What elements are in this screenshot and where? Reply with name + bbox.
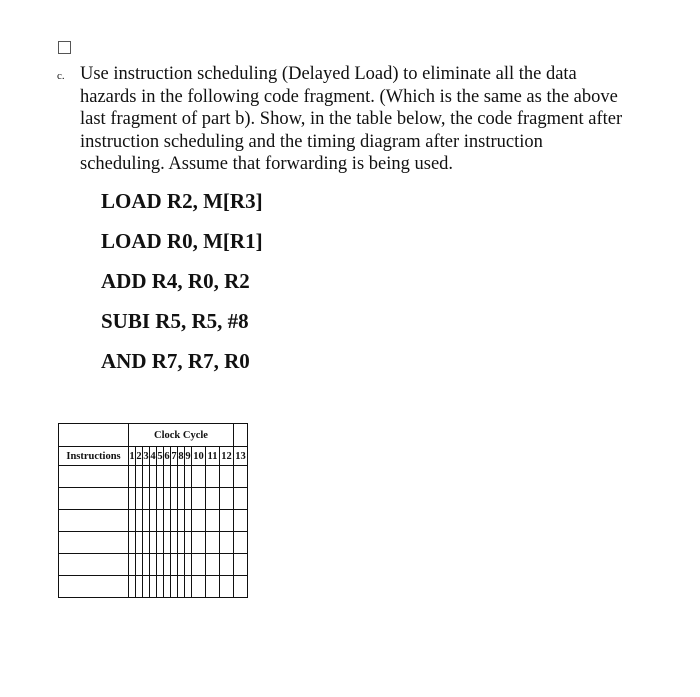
cycle-cell[interactable] <box>171 554 178 576</box>
cycle-cell[interactable] <box>178 576 185 598</box>
cycle-cell[interactable] <box>185 554 192 576</box>
cycle-cell[interactable] <box>164 532 171 554</box>
cycle-cell[interactable] <box>136 510 143 532</box>
code-line: AND R7, R7, R0 <box>101 349 250 373</box>
cycle-cell[interactable] <box>171 576 178 598</box>
cycle-cell[interactable] <box>185 576 192 598</box>
cycle-cell[interactable] <box>150 576 157 598</box>
cycle-cell[interactable] <box>192 576 206 598</box>
cycle-cell[interactable] <box>129 554 136 576</box>
cycle-cell[interactable] <box>150 466 157 488</box>
instructions-header: Instructions <box>59 447 129 466</box>
instruction-cell[interactable] <box>59 510 129 532</box>
cycle-cell[interactable] <box>192 532 206 554</box>
cycle-cell[interactable] <box>206 488 220 510</box>
instruction-cell[interactable] <box>59 466 129 488</box>
cycle-number: 12 <box>220 447 234 466</box>
cycle-cell[interactable] <box>150 532 157 554</box>
cycle-cell[interactable] <box>164 554 171 576</box>
cycle-cell[interactable] <box>220 466 234 488</box>
cycle-cell[interactable] <box>150 510 157 532</box>
cycle-cell[interactable] <box>234 488 248 510</box>
code-line: SUBI R5, R5, #8 <box>101 309 249 333</box>
cycle-cell[interactable] <box>192 466 206 488</box>
cycle-number: 11 <box>206 447 220 466</box>
cycle-cell[interactable] <box>143 532 150 554</box>
cycle-cell[interactable] <box>157 576 164 598</box>
cycle-cell[interactable] <box>234 576 248 598</box>
cycle-cell[interactable] <box>178 466 185 488</box>
instruction-cell[interactable] <box>59 576 129 598</box>
cycle-cell[interactable] <box>220 488 234 510</box>
cycle-cell[interactable] <box>206 510 220 532</box>
cycle-cell[interactable] <box>185 532 192 554</box>
cycle-cell[interactable] <box>206 576 220 598</box>
cycle-cell[interactable] <box>164 488 171 510</box>
cycle-number: 3 <box>143 447 150 466</box>
cycle-number: 10 <box>192 447 206 466</box>
cycle-cell[interactable] <box>171 510 178 532</box>
cycle-cell[interactable] <box>143 510 150 532</box>
cycle-cell[interactable] <box>136 532 143 554</box>
cycle-cell[interactable] <box>220 510 234 532</box>
cycle-cell[interactable] <box>143 576 150 598</box>
cycle-cell[interactable] <box>234 510 248 532</box>
instruction-cell[interactable] <box>59 488 129 510</box>
cycle-cell[interactable] <box>157 488 164 510</box>
cycle-cell[interactable] <box>220 576 234 598</box>
cycle-cell[interactable] <box>136 554 143 576</box>
timing-table-body <box>59 424 248 598</box>
clock-cycle-header: Clock Cycle <box>129 424 234 447</box>
cycle-cell[interactable] <box>164 576 171 598</box>
instruction-cell[interactable] <box>59 532 129 554</box>
cycle-cell[interactable] <box>129 466 136 488</box>
cycle-cell[interactable] <box>136 466 143 488</box>
cycle-number: 6 <box>164 447 171 466</box>
cycle-cell[interactable] <box>129 576 136 598</box>
cycle-cell[interactable] <box>157 554 164 576</box>
cycle-cell[interactable] <box>220 554 234 576</box>
cycle-number: 4 <box>150 447 157 466</box>
cycle-cell[interactable] <box>178 554 185 576</box>
table-corner-cell <box>59 424 129 447</box>
cycle-cell[interactable] <box>143 554 150 576</box>
cycle-cell[interactable] <box>171 488 178 510</box>
cycle-number: 9 <box>185 447 192 466</box>
cycle-cell[interactable] <box>234 554 248 576</box>
cycle-number: 1 <box>129 447 136 466</box>
cycle-cell[interactable] <box>164 466 171 488</box>
cycle-cell[interactable] <box>178 510 185 532</box>
cycle-cell[interactable] <box>157 510 164 532</box>
question-marker: c. <box>57 70 65 82</box>
cycle-cell[interactable] <box>171 466 178 488</box>
cycle-cell[interactable] <box>129 488 136 510</box>
table-row <box>59 466 248 488</box>
cycle-cell[interactable] <box>171 532 178 554</box>
cycle-cell[interactable] <box>185 488 192 510</box>
cycle-cell[interactable] <box>164 510 171 532</box>
answer-checkbox[interactable] <box>58 41 71 54</box>
cycle-number: 5 <box>157 447 164 466</box>
cycle-cell[interactable] <box>192 510 206 532</box>
table-row <box>59 576 248 598</box>
header-end-cell <box>234 424 248 447</box>
cycle-cell[interactable] <box>136 488 143 510</box>
instruction-cell[interactable] <box>59 554 129 576</box>
table-row <box>59 510 248 532</box>
cycle-cell[interactable] <box>206 466 220 488</box>
cycle-number: 2 <box>136 447 143 466</box>
question-block <box>57 63 627 176</box>
cycle-cell[interactable] <box>234 532 248 554</box>
cycle-cell[interactable] <box>192 554 206 576</box>
cycle-cell[interactable] <box>234 466 248 488</box>
table-row <box>59 554 248 576</box>
cycle-cell[interactable] <box>143 466 150 488</box>
cycle-cell[interactable] <box>150 554 157 576</box>
table-row <box>59 532 248 554</box>
cycle-cell[interactable] <box>129 510 136 532</box>
cycle-cell[interactable] <box>178 532 185 554</box>
timing-table <box>58 423 248 598</box>
cycle-number: 8 <box>178 447 185 466</box>
cycle-cell[interactable] <box>185 510 192 532</box>
table-row <box>59 488 248 510</box>
cycle-cell[interactable] <box>178 488 185 510</box>
code-fragment <box>101 181 263 381</box>
code-line: ADD R4, R0, R2 <box>101 269 250 293</box>
cycle-cell[interactable] <box>150 488 157 510</box>
code-line: LOAD R0, M[R1] <box>101 229 263 253</box>
cycle-cell[interactable] <box>192 488 206 510</box>
code-line: LOAD R2, M[R3] <box>101 189 263 213</box>
cycle-number: 7 <box>171 447 178 466</box>
cycle-cell[interactable] <box>129 532 136 554</box>
cycle-cell[interactable] <box>143 488 150 510</box>
cycle-cell[interactable] <box>206 532 220 554</box>
cycle-cell[interactable] <box>157 532 164 554</box>
cycle-number: 13 <box>234 447 248 466</box>
cycle-cell[interactable] <box>185 466 192 488</box>
cycle-cell[interactable] <box>136 576 143 598</box>
cycle-cell[interactable] <box>157 466 164 488</box>
cycle-cell[interactable] <box>206 554 220 576</box>
question-text: Use instruction scheduling (Delayed Load) to eliminate all the data hazards in the following code fragment. (Which is the same as the above last fragment of part b). Show, in the table below, the code fragment after instruction scheduling and the timing diagram after instruction scheduling. Assume that forwarding is being used. <box>80 64 623 174</box>
cycle-cell[interactable] <box>220 532 234 554</box>
